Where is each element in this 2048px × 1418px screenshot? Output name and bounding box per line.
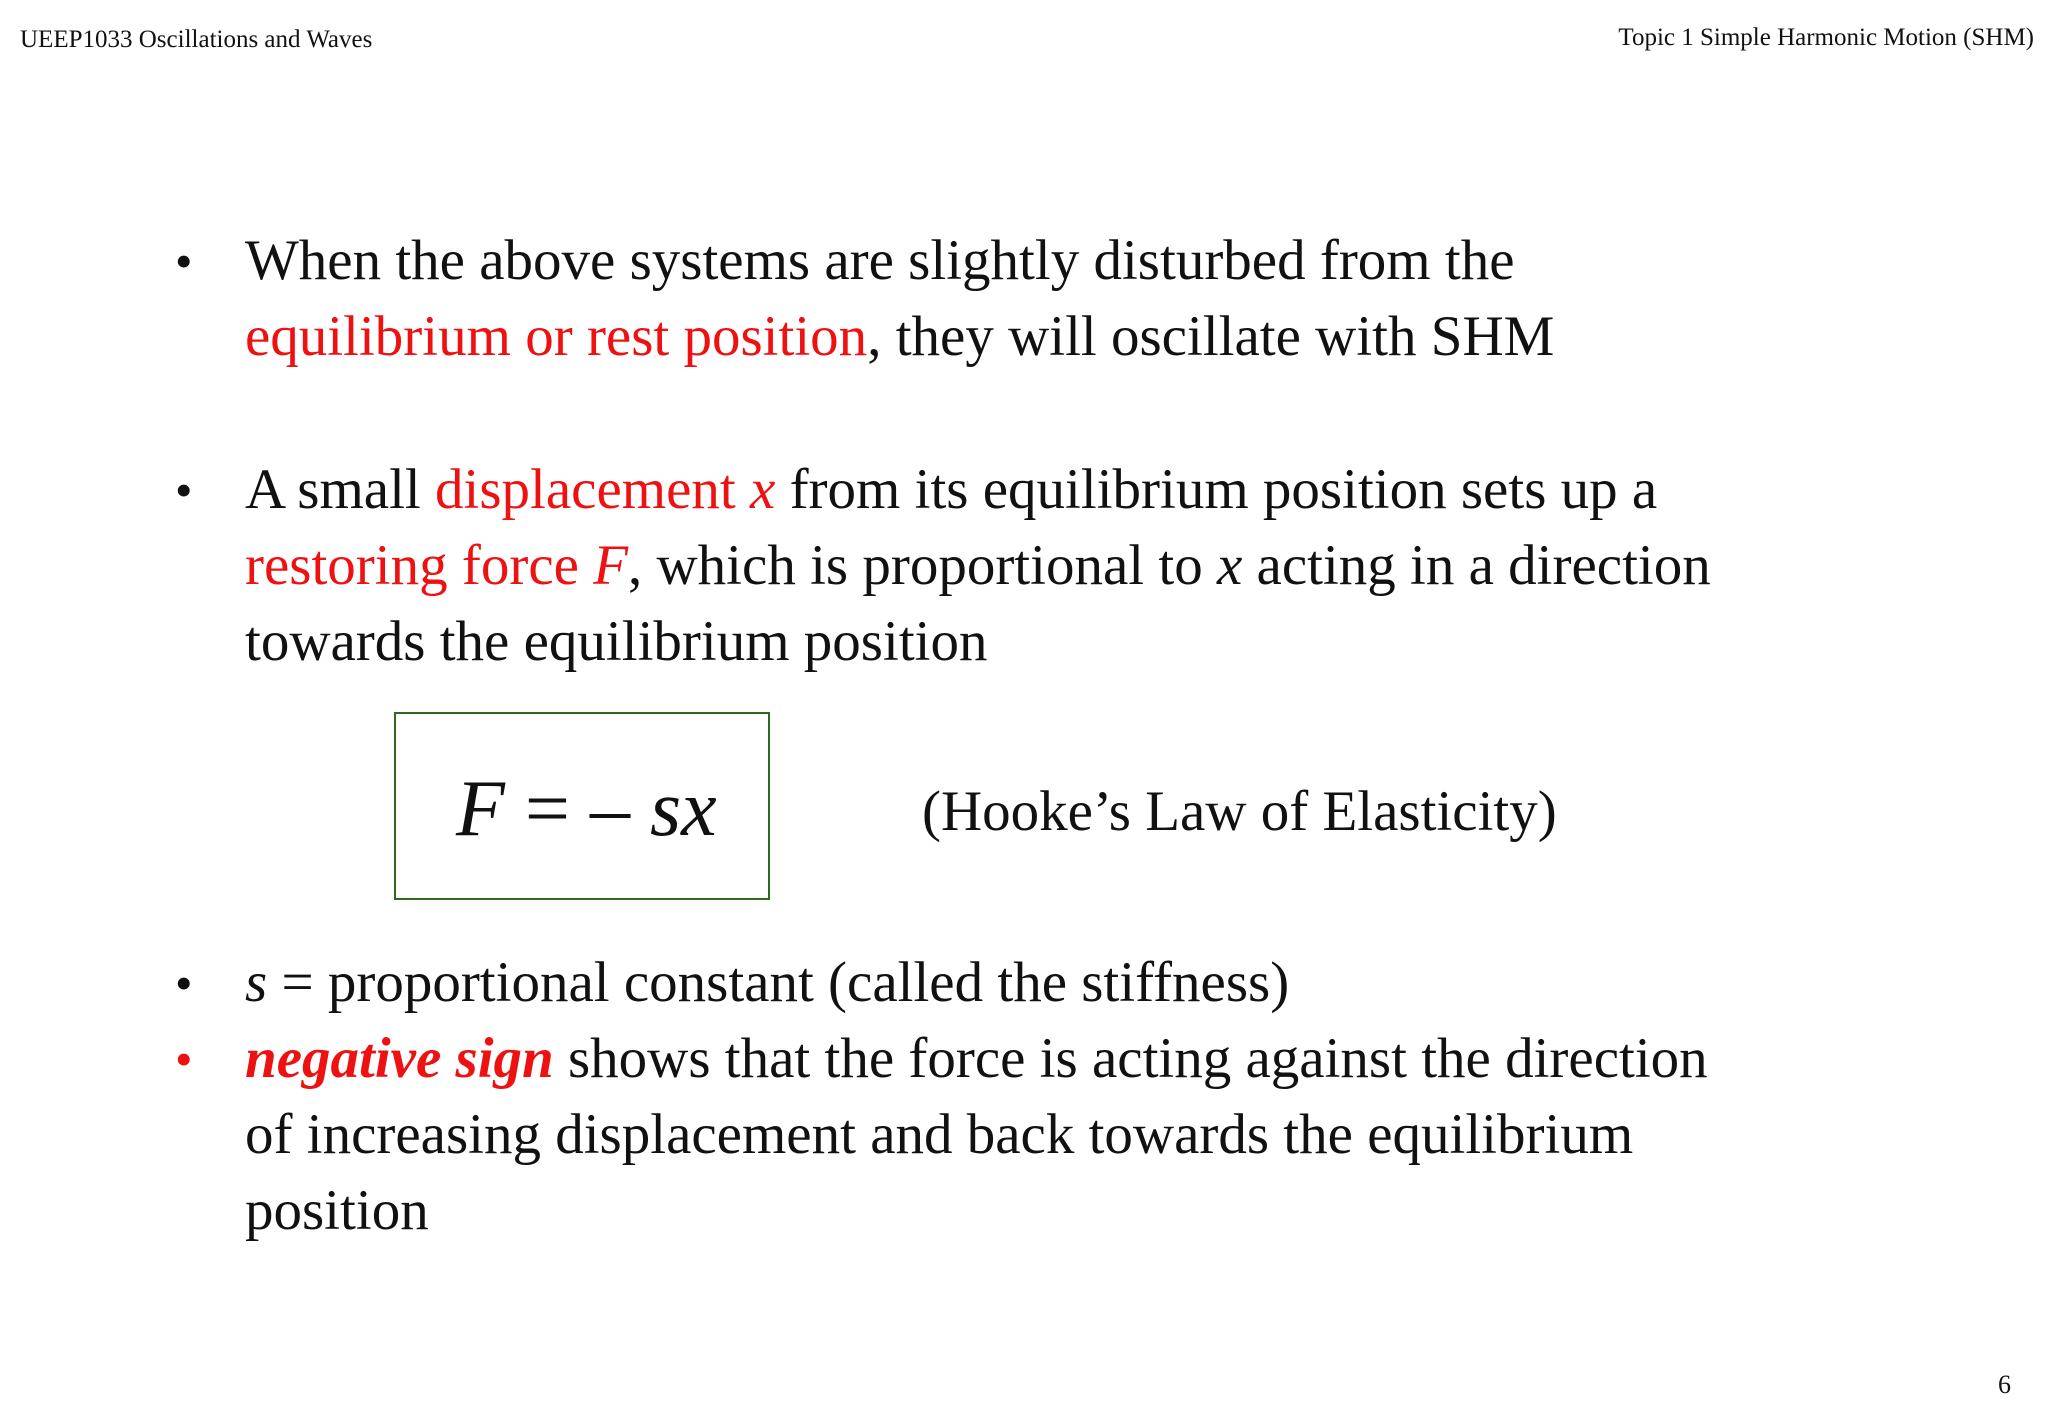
bullet-2-part-3: , which is proportional to <box>628 534 1217 597</box>
bullet-2-part-2: from its equilibrium position sets up a <box>775 458 1658 521</box>
bullet-marker: • <box>175 1031 193 1087</box>
bullet-text <box>245 1021 1935 1249</box>
restoring-force-highlight: restoring force <box>245 534 594 597</box>
formula-box <box>394 712 770 900</box>
bullet-marker: • <box>175 462 193 518</box>
formula-lhs: F <box>456 765 505 853</box>
bullet-stiffness <box>175 945 1935 1021</box>
bullet-equilibrium <box>175 223 1935 375</box>
bullet-marker: • <box>175 233 193 289</box>
course-header: UEEP1033 Oscillations and Waves <box>20 26 373 53</box>
page-number: 6 <box>1998 1370 2011 1399</box>
bullet-negative-sign <box>175 1021 1935 1249</box>
bullet-3-rest: = proportional constant (called the stiffness) <box>267 951 1290 1014</box>
bullet-marker: • <box>175 955 193 1011</box>
bullet-2-part-4: acting in a direction <box>1242 534 1711 597</box>
var-x: x <box>1216 534 1243 597</box>
bullet-text <box>245 223 1935 375</box>
var-f: F <box>593 534 629 597</box>
topic-header: Topic 1 Simple Harmonic Motion (SHM) <box>1618 24 2034 51</box>
formula-caption: (Hooke’s Law of Elasticity) <box>922 780 1557 843</box>
bullet-4-line-2: of increasing displacement and back towards the equilibrium <box>245 1103 1634 1166</box>
bullet-text <box>245 452 1935 680</box>
bullet-text <box>245 945 1935 1021</box>
negative-sign-highlight: negative sign <box>245 1027 554 1090</box>
hooke-formula <box>456 764 717 854</box>
displacement-highlight: displacement <box>435 458 750 521</box>
bullet-displacement <box>175 452 1935 680</box>
formula-operator: = – <box>504 765 650 853</box>
bullet-1-line-1: When the above systems are slightly disturbed from the <box>245 229 1515 292</box>
bullet-4-rest: shows that the force is acting against the direction <box>553 1027 1708 1090</box>
equilibrium-highlight: equilibrium or rest position <box>245 305 868 368</box>
var-x: x <box>750 458 776 521</box>
bullet-2-line-3: towards the equilibrium position <box>245 610 988 673</box>
bullet-4-line-3: position <box>245 1179 429 1242</box>
bullet-2-part-1: A small <box>245 458 436 521</box>
bullet-1-rest: , they will oscillate with SHM <box>867 305 1555 368</box>
formula-rhs: sx <box>650 765 717 853</box>
var-s: s <box>245 951 268 1014</box>
